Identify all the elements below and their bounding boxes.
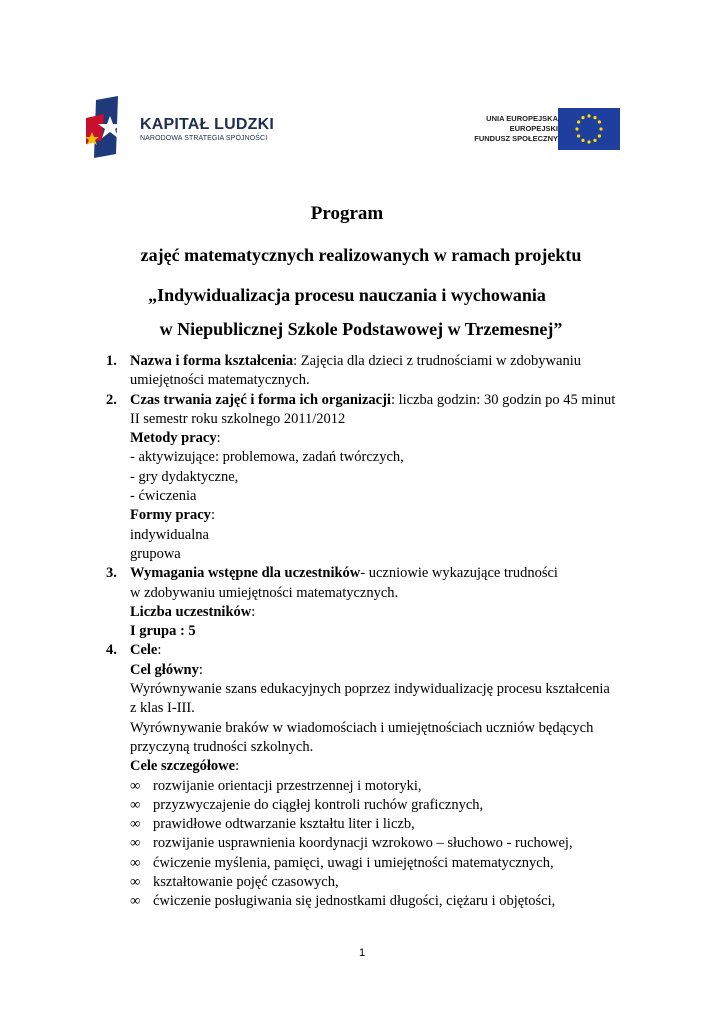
title-line-2: zajęć matematycznych realizowanych w ramach projektu (140, 245, 582, 265)
method-item: - aktywizujące: problemowa, zadań twórczych, (130, 449, 404, 466)
bullet-item: ∞ ćwiczenie myślenia, pamięci, uwagi i umiejętności matematycznych, (0, 854, 724, 873)
eu-logo-line2: EUROPEJSKI (509, 124, 558, 133)
item-1-label: Nazwa i forma kształcenia (130, 353, 294, 369)
bullet-item: ∞ przyzwyczajenie do ciągłej kontroli ruchów graficznych, (0, 796, 724, 815)
eu-logo (464, 106, 624, 152)
item-number: 2. (106, 391, 117, 408)
main-goal-text: przyczyną trudności szkolnych. (130, 738, 314, 755)
detailed-goals-heading: Cele szczegółowe: (130, 758, 240, 775)
participants-heading: Liczba uczestników: (130, 603, 256, 620)
infinity-bullet-icon: ∞ (130, 816, 141, 833)
eu-logo-text (474, 114, 558, 144)
form-item: grupowa (130, 545, 181, 562)
item-4-line: 4. Cele: (0, 641, 724, 660)
item-1-line (0, 352, 724, 371)
item-1-continuation: umiejętności matematycznych. (130, 372, 310, 389)
bullet-item: ∞ rozwijanie orientacji przestrzennej i motoryki, (0, 777, 724, 796)
eu-flag-icon (558, 108, 620, 150)
item-3-text: - uczniowie wykazujące trudności (360, 565, 558, 582)
item-3-continuation: w zdobywaniu umiejętności matematycznych. (130, 584, 399, 601)
methods-heading: Metody pracy: (130, 430, 221, 447)
bullet-item: ∞ rozwijanie usprawnienia koordynacji wzrokowo – słuchowo - ruchowej, (0, 834, 724, 853)
semester-line: II semestr roku szkolnego 2011/2012 (130, 410, 346, 427)
kapital-ludzki-emblem-icon (86, 96, 136, 162)
bullet-item: ∞ kształtowanie pojęć czasowych, (0, 873, 724, 892)
kapital-ludzki-text (140, 116, 274, 143)
eu-logo-line3: FUNDUSZ SPOŁECZNY (474, 134, 558, 143)
item-2-label: Czas trwania zajęć i forma ich organizacji (130, 391, 391, 408)
forms-heading: Formy pracy: (130, 507, 215, 524)
main-goal-text: Wyrównywanie szans edukacyjnych poprzez indywidualizację procesu kształcenia (130, 681, 610, 698)
item-3-line (0, 564, 724, 583)
item-number: 3. (106, 565, 117, 582)
item-2-line (0, 391, 724, 410)
form-item: indywidualna (130, 526, 209, 543)
main-goal-text: z klas I-III. (130, 700, 195, 717)
bullet-item: ∞ prawidłowe odtwarzanie kształtu liter i liczb, (0, 815, 724, 834)
infinity-bullet-icon: ∞ (130, 796, 141, 813)
title-line-4: w Niepublicznej Szkole Podstawowej w Trzemesnej” (159, 319, 563, 339)
infinity-bullet-icon: ∞ (130, 874, 141, 891)
infinity-bullet-icon: ∞ (130, 854, 141, 871)
kapital-ludzki-logo (86, 96, 296, 162)
page-number: 1 (358, 947, 366, 959)
document-body (0, 352, 724, 912)
item-4-label: Cele (130, 642, 158, 659)
main-goal-heading: Cel główny: (130, 661, 203, 678)
item-number: 1. (106, 353, 117, 369)
item-number: 4. (106, 642, 117, 659)
title-line-3: „Indywidualizacja procesu nauczania i wychowania (148, 285, 546, 305)
method-item: - gry dydaktyczne, (130, 468, 239, 485)
main-goal-text: Wyrównywanie braków w wiadomościach i umiejętnościach uczniów będących (130, 719, 594, 736)
item-3-label: Wymagania wstępne dla uczestników (130, 565, 361, 582)
document-title: Program (310, 203, 384, 224)
infinity-bullet-icon: ∞ (130, 777, 141, 794)
kapital-ludzki-title: KAPITAŁ LUDZKI (140, 116, 275, 133)
item-1-text: : Zajęcia dla dzieci z trudnościami w zdobywaniu (293, 353, 581, 369)
bullet-item: ∞ ćwiczenie posługiwania się jednostkami długości, ciężaru i objętości, (0, 892, 724, 911)
method-item: - ćwiczenia (130, 488, 197, 505)
item-2-text: : liczba godzin: 30 godzin po 45 minut (390, 391, 616, 408)
group-size: I grupa : 5 (130, 623, 196, 640)
kapital-ludzki-subtitle: NARODOWA STRATEGIA SPÓJNOŚCI (140, 135, 268, 142)
eu-logo-line1: UNIA EUROPEJSKA (486, 114, 558, 123)
infinity-bullet-icon: ∞ (130, 893, 141, 910)
infinity-bullet-icon: ∞ (130, 835, 141, 852)
